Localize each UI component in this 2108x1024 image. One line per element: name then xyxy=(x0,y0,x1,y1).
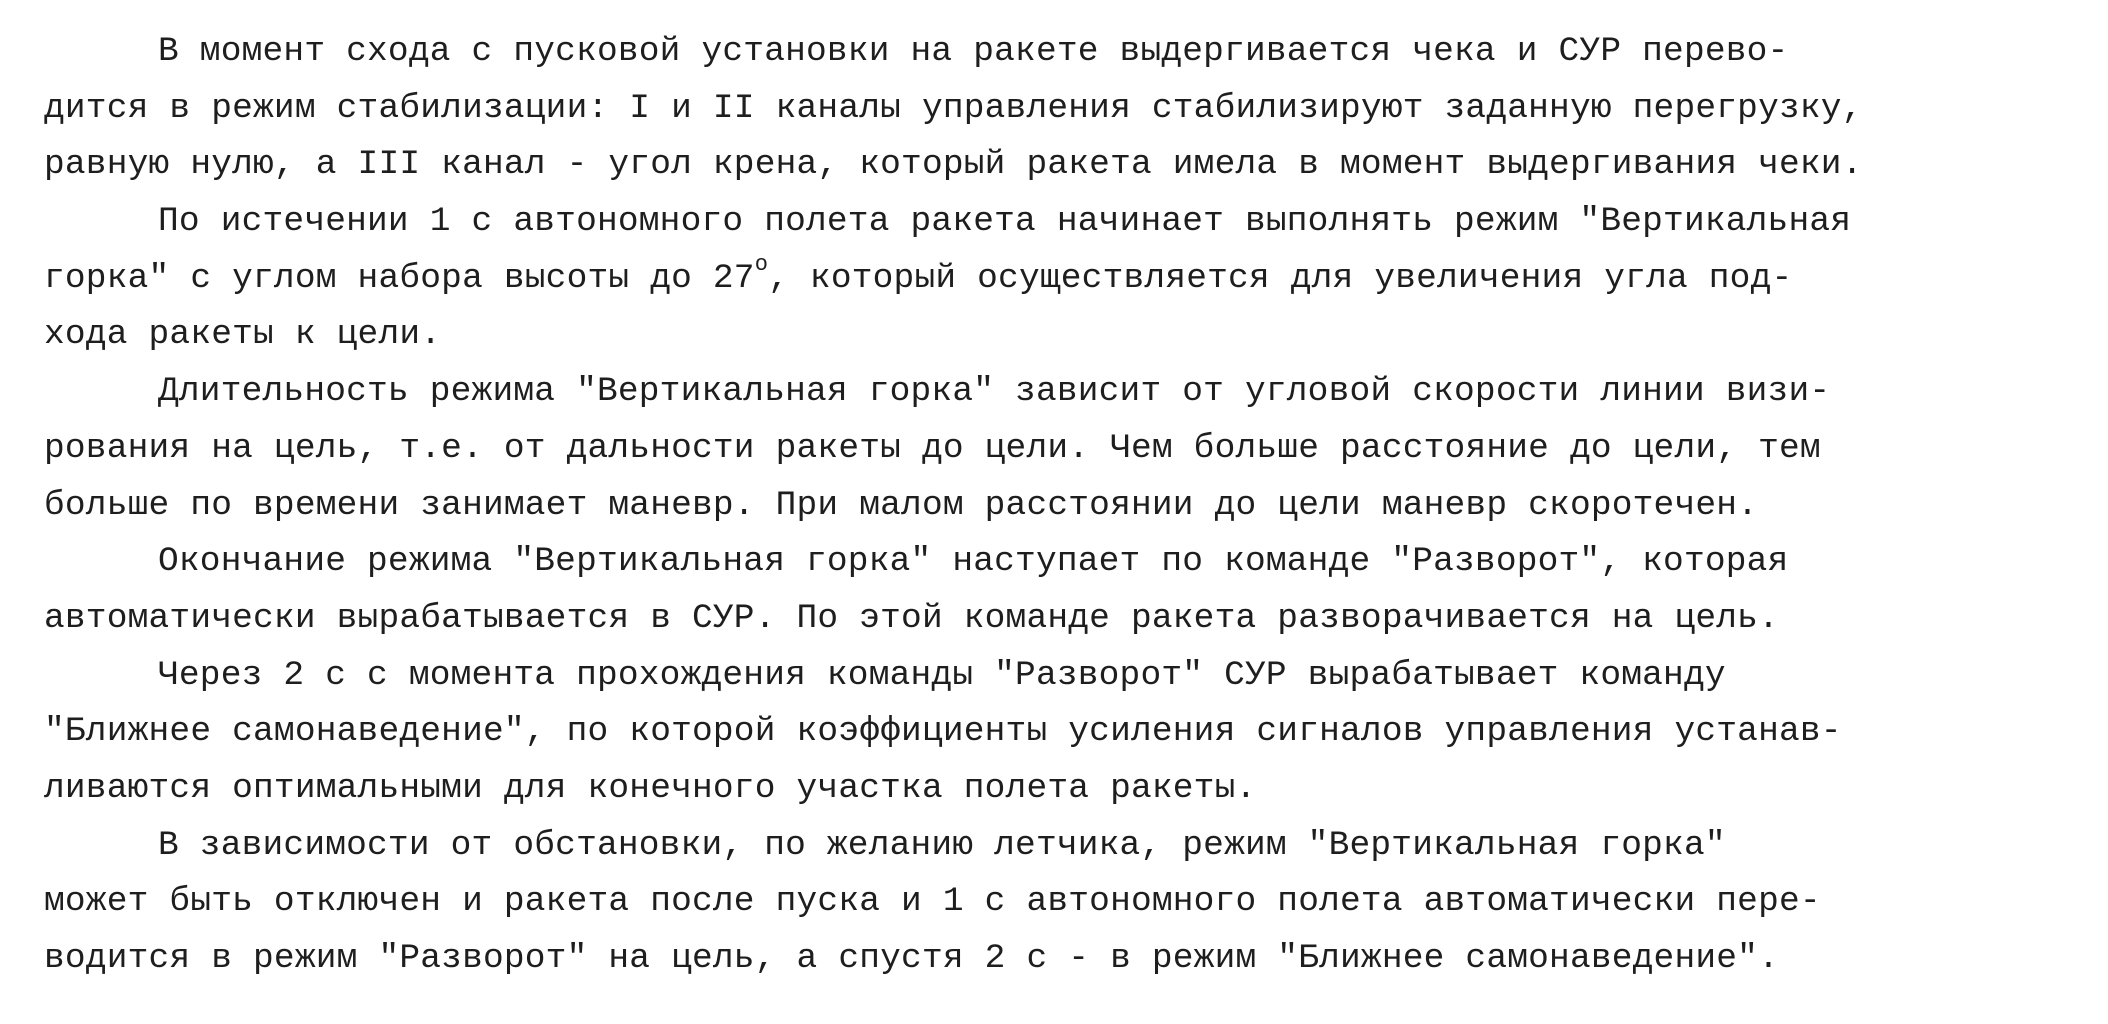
text-line: ливаются оптимальными для конечного участка полета ракеты. xyxy=(44,768,1257,808)
text-line: дится в режим стабилизации: I и II каналы управления стабилизируют заданную перегрузку, xyxy=(44,88,1863,128)
text-line: В момент схода с пусковой установки на ракете выдергивается чека и СУР перево- xyxy=(158,32,1789,71)
paragraph-2 xyxy=(44,194,2084,364)
text-segment: , который осуществляется для увеличения угла под- xyxy=(768,258,1793,298)
paragraph-5 xyxy=(44,648,2084,818)
paragraph-1 xyxy=(44,24,2084,194)
text-line: больше по времени занимает маневр. При малом расстоянии до цели маневр скоротечен. xyxy=(44,485,1759,525)
text-line: "Ближнее самонаведение", по которой коэффициенты усиления сигналов управления устанав- xyxy=(44,712,1842,752)
degree-superscript: o xyxy=(754,252,769,278)
text-line: Длительность режима "Вертикальная горка" зависит от угловой скорости линии визи- xyxy=(158,372,1831,412)
text-line: водится в режим "Разворот" на цель, а спустя 2 с - в режим "Ближнее самонаведение". xyxy=(44,939,1779,978)
text-line: равную нулю, а III канал - угол крена, который ракета имела в момент выдергивания чеки. xyxy=(44,145,1863,185)
text-segment: горка" с углом набора высоты до 27 xyxy=(44,258,755,298)
text-line: может быть отключен и ракета после пуска и 1 с автономного полета автоматически пере- xyxy=(44,882,1821,922)
document-body xyxy=(44,24,2084,988)
text-line: хода ракеты к цели. xyxy=(44,315,442,355)
text-line: автоматически вырабатывается в СУР. По этой команде ракета разворачивается на цель. xyxy=(44,598,1779,638)
text-line: рования на цель, т.е. от дальности ракеты до цели. Чем больше расстояние до цели, тем xyxy=(44,428,1821,468)
text-line: По истечении 1 с автономного полета ракета начинает выполнять режим "Вертикальная xyxy=(158,202,1852,242)
paragraph-3 xyxy=(44,364,2084,534)
text-line-with-degree xyxy=(44,251,2084,308)
paragraph-4 xyxy=(44,534,2084,647)
text-line: В зависимости от обстановки, по желанию летчика, режим "Вертикальная горка" xyxy=(158,825,1726,865)
text-line: Окончание режима "Вертикальная горка" наступает по команде "Разворот", которая xyxy=(158,542,1789,582)
text-line: Через 2 с с момента прохождения команды "Разворот" СУР вырабатывает команду xyxy=(158,655,1726,695)
paragraph-6 xyxy=(44,818,2084,988)
